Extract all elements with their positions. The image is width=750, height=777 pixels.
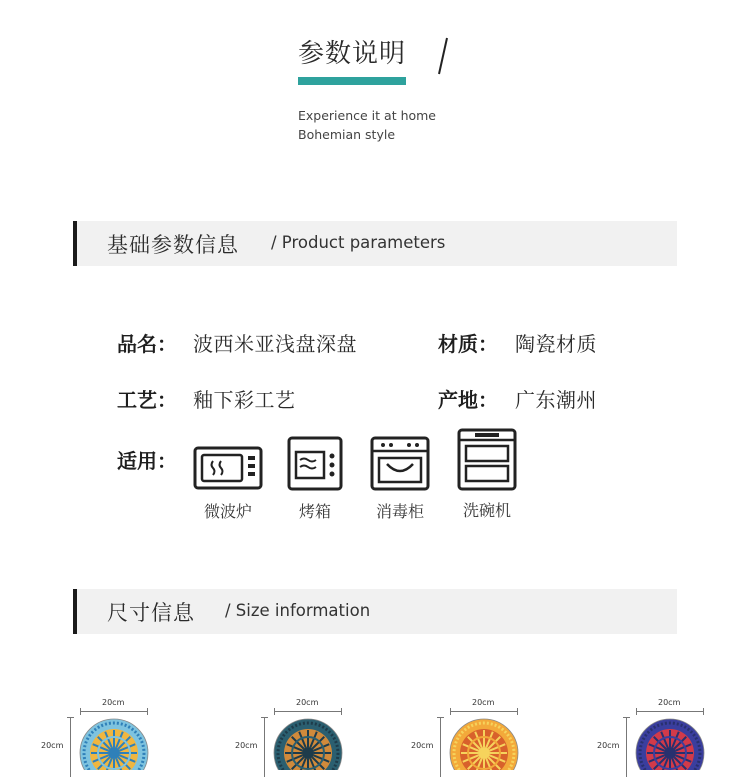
slash-decoration bbox=[436, 36, 450, 76]
plate-width-line bbox=[450, 711, 518, 712]
section-edge bbox=[73, 221, 77, 266]
param-name-value: 波西米亚浅盘深盘 bbox=[193, 332, 357, 356]
plate-width-label: 20cm bbox=[296, 698, 319, 707]
dimension-tick bbox=[274, 708, 275, 715]
plate-height-line bbox=[626, 717, 627, 777]
dimension-tick bbox=[147, 708, 148, 715]
dimension-tick bbox=[341, 708, 342, 715]
appliance-oven bbox=[285, 436, 345, 522]
param-origin-value: 广东潮州 bbox=[515, 388, 597, 412]
appliance-dishwasher bbox=[454, 428, 520, 521]
section-title-en: / Product parameters bbox=[271, 233, 446, 252]
plate-width-label: 20cm bbox=[658, 698, 681, 707]
title-accent-bar bbox=[298, 77, 406, 85]
appliance-label: 微波炉 bbox=[203, 502, 252, 521]
plate-height-label: 20cm bbox=[597, 741, 620, 750]
param-craft-label: 工艺： bbox=[117, 388, 177, 412]
plate-height-line bbox=[264, 717, 265, 777]
param-usage-label: 适用： bbox=[117, 449, 177, 473]
dimension-tick bbox=[623, 717, 630, 718]
microwave-icon bbox=[193, 445, 263, 491]
plate-width-line bbox=[80, 711, 148, 712]
section-title-en: / Size information bbox=[225, 601, 371, 620]
plate-width-line bbox=[636, 711, 704, 712]
plate-width-label: 20cm bbox=[472, 698, 495, 707]
plate-height-label: 20cm bbox=[411, 741, 434, 750]
header-subtitle bbox=[298, 106, 436, 144]
appliance-label: 洗碗机 bbox=[462, 501, 511, 520]
appliance-sterilizer bbox=[368, 436, 432, 522]
dimension-tick bbox=[437, 717, 444, 718]
plate-height-label: 20cm bbox=[41, 741, 64, 750]
appliance-label: 烤箱 bbox=[298, 502, 331, 521]
param-material-value: 陶瓷材质 bbox=[515, 332, 597, 356]
subtitle-line-1: Experience it at home bbox=[298, 108, 437, 123]
dimension-tick bbox=[80, 708, 81, 715]
plate-width-label: 20cm bbox=[102, 698, 125, 707]
dimension-tick bbox=[636, 708, 637, 715]
dishwasher-icon bbox=[457, 428, 517, 491]
plate-height-label: 20cm bbox=[235, 741, 258, 750]
page-title: 参数说明 bbox=[298, 39, 407, 69]
section-title-cn: 尺寸信息 bbox=[107, 601, 195, 625]
plate-height-line bbox=[440, 717, 441, 777]
sterilizer-cabinet-icon bbox=[370, 436, 430, 491]
mandala-plate-image bbox=[448, 717, 520, 770]
mandala-plate-image bbox=[78, 717, 150, 770]
dimension-tick bbox=[703, 708, 704, 715]
mandala-plate-image bbox=[272, 717, 344, 770]
dimension-tick bbox=[261, 717, 268, 718]
oven-icon bbox=[287, 436, 343, 491]
section-title-cn: 基础参数信息 bbox=[107, 233, 239, 257]
param-origin-label: 产地： bbox=[438, 388, 498, 412]
appliance-microwave bbox=[192, 445, 264, 522]
appliance-label: 消毒柜 bbox=[375, 502, 424, 521]
plate-height-line bbox=[70, 717, 71, 777]
dimension-tick bbox=[67, 717, 74, 718]
param-craft-value: 釉下彩工艺 bbox=[193, 388, 296, 412]
product-parameters-header bbox=[73, 221, 677, 266]
section-edge bbox=[73, 589, 77, 634]
size-information-header bbox=[73, 589, 677, 634]
dimension-tick bbox=[450, 708, 451, 715]
plate-width-line bbox=[274, 711, 342, 712]
subtitle-line-2: Bohemian style bbox=[298, 127, 396, 142]
param-name-label: 品名： bbox=[117, 332, 177, 356]
param-material-label: 材质： bbox=[438, 332, 498, 356]
dimension-tick bbox=[517, 708, 518, 715]
mandala-plate-image bbox=[634, 717, 706, 770]
